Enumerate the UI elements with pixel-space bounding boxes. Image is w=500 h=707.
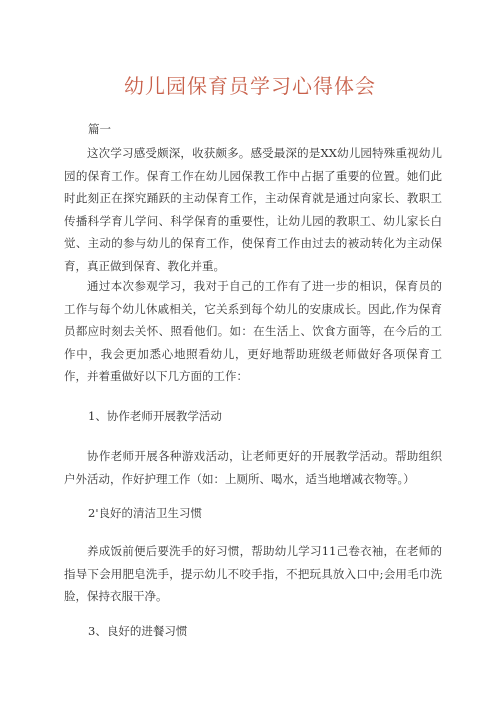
section-text-1: 协作老师开展各种游戏活动，让老师更好的开展教学活动。帮助组织户外活动，作好护理工作（如：上厕所、喝水，适当地增减衣物等。）: [64, 449, 442, 486]
section-text-2: 养成饭前便后要洗手的好习惯，帮助幼儿学习11己卷衣袖，在老师的指导下会用肥皂洗手，提示幼儿不咬手指，不把玩具放入口中;会用毛巾洗脸，保持衣服干净。: [64, 544, 442, 603]
paragraph-intro: 这次学习感受颇深，收获颇多。感受最深的是XX幼儿园特殊重视幼儿园的保育工作。保育工作在幼儿园保教工作中占据了重要的位置。她们此时此刻正在探究踊跃的主动保育工作，主动保育就是通过向家长、教职工传播科学育儿学问、科学保育的重要性，让幼儿园的教职工、幼儿家长白觉、主动的参与幼儿的保育工作，使保育工作由过去的被动转化为主动保育，真正做到保育、教化并重。: [64, 146, 442, 273]
section-heading-2: 2'良好的清洁卫生习惯: [88, 506, 202, 520]
paragraph-reflection: 通过本次参观学习，我对于自己的工作有了进一步的相识，保育员的工作与每个幼儿休戚相关，它关系到每个幼儿的安康成长。因此,作为保育员都应时刻去关怀、照看他们。如：在生活上、饮食方面等，在今后的工作中，我会更加悉心地照看幼儿，更好地帮助班级老师做好各项保育工作，并着重做好以下几方面的工作：: [64, 279, 442, 383]
document-title: 幼儿园保育员学习心得体会: [124, 74, 376, 98]
section-label: 篇一: [88, 122, 111, 136]
section-heading-3: 3、良好的进餐习惯: [88, 624, 188, 638]
section-heading-1: 1、协作老师开展教学活动: [88, 409, 222, 423]
